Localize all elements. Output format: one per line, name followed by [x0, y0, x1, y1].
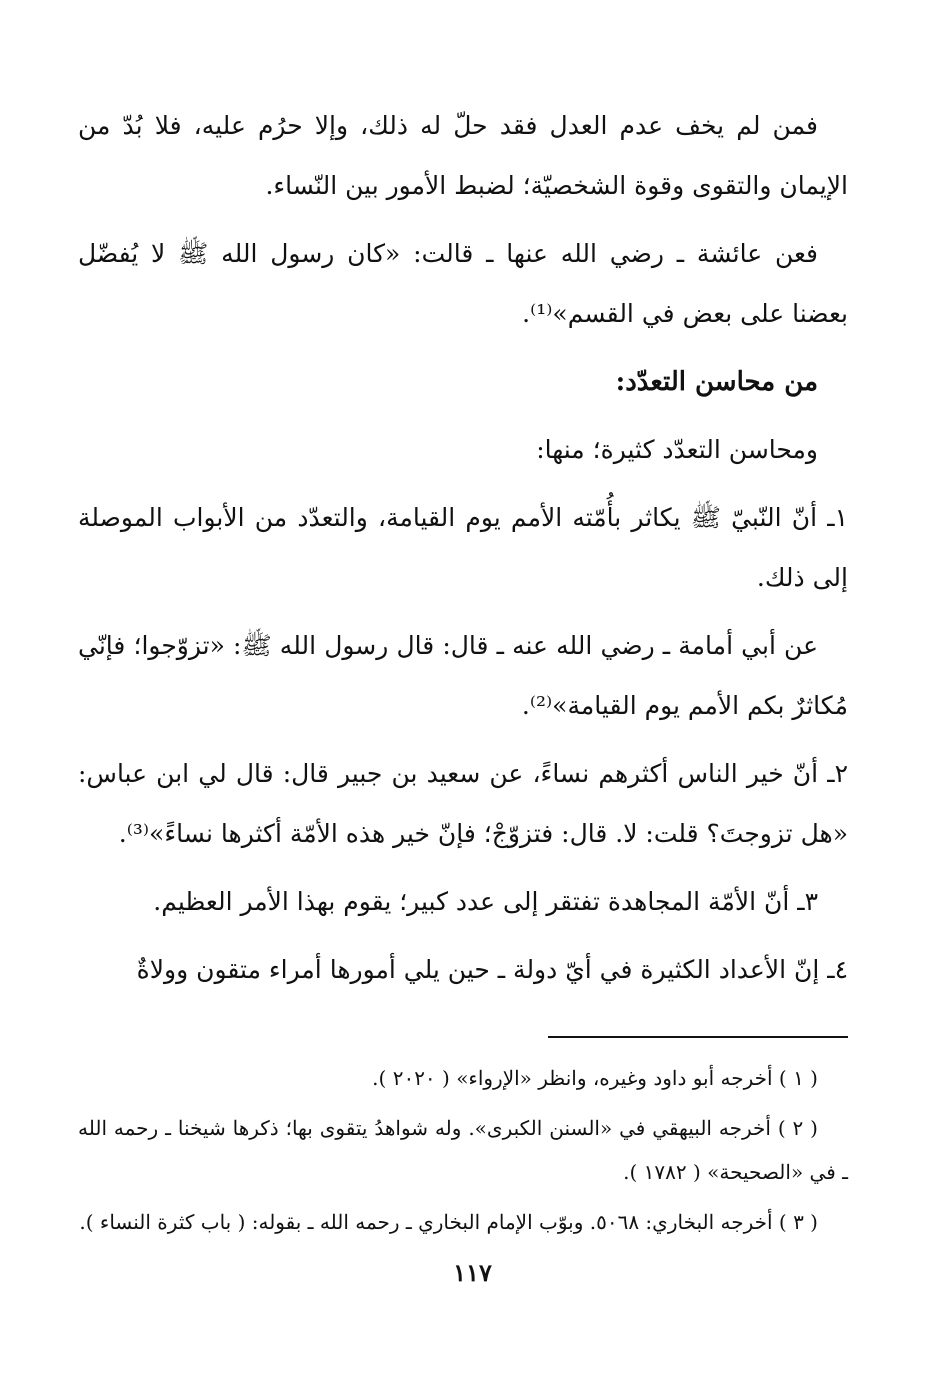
page-body — [78, 96, 848, 1234]
list-item-2: ٢ـ أنّ خير الناس أكثرهم نساءً، عن سعيد بن جبير قال: قال لي ابن عباس: «هل تزوجتَ؟ قلت: لا. قال: فتزوّجْ؛ فإنّ خير هذه الأمّة أكثرها نساءً»⁽³⁾. — [78, 759, 848, 848]
paragraph-abu-umama-hadith: عن أبي أمامة ـ رضي الله عنه ـ قال: قال رسول الله ﷺ: «تزوّجوا؛ فإنّي مُكاثرٌ بكم الأمم يوم القيامة»⁽²⁾. — [78, 631, 848, 720]
footnote-2: ( ٢ ) أخرجه البيهقي في «السنن الكبرى». وله شواهدُ يتقوى بها؛ ذكرها شيخنا ـ رحمه الله ـ في «الصحيحة» ( ١٧٨٢ ). — [78, 1116, 848, 1184]
list-item-4: ٤ـ إنّ الأعداد الكثيرة في أيّ دولة ـ حين يلي أمورها أمراء متقون وولاةٌ — [136, 955, 848, 984]
footnote-divider — [548, 1036, 848, 1038]
footnotes — [78, 1056, 848, 1250]
paragraph-aisha-hadith: فعن عائشة ـ رضي الله عنها ـ قالت: «كان رسول الله ﷺ لا يُفضّل بعضنا على بعض في القسم»⁽¹⁾. — [78, 239, 848, 328]
paragraph-intro: ومحاسن التعدّد كثيرة؛ منها: — [536, 435, 818, 464]
list-item-3: ٣ـ أنّ الأمّة المجاهدة تفتقر إلى عدد كبير؛ يقوم بهذا الأمر العظيم. — [153, 887, 818, 916]
list-item-1: ١ـ أنّ النّبيّ ﷺ يكاثر بأُمّته الأمم يوم القيامة، والتعدّد من الأبواب الموصلة إلى ذلك. — [78, 503, 848, 592]
page-number: ١١٧ — [453, 1258, 492, 1287]
section-heading: من محاسن التعدّد: — [615, 367, 818, 397]
footnote-1: ( ١ ) أخرجه أبو داود وغيره، وانظر «الإرواء» ( ٢٠٢٠ ). — [372, 1066, 818, 1090]
footnote-3: ( ٣ ) أخرجه البخاري: ٥٠٦٨. وبوّب الإمام البخاري ـ رحمه الله ـ بقوله: ( باب كثرة النساء ). — [79, 1210, 818, 1234]
paragraph-justice: فمن لم يخف عدم العدل فقد حلّ له ذلك، وإلا حرُم عليه، فلا بُدّ من الإيمان والتقوى وقوة الشخصيّة؛ لضبط الأمور بين النّساء. — [78, 111, 848, 200]
